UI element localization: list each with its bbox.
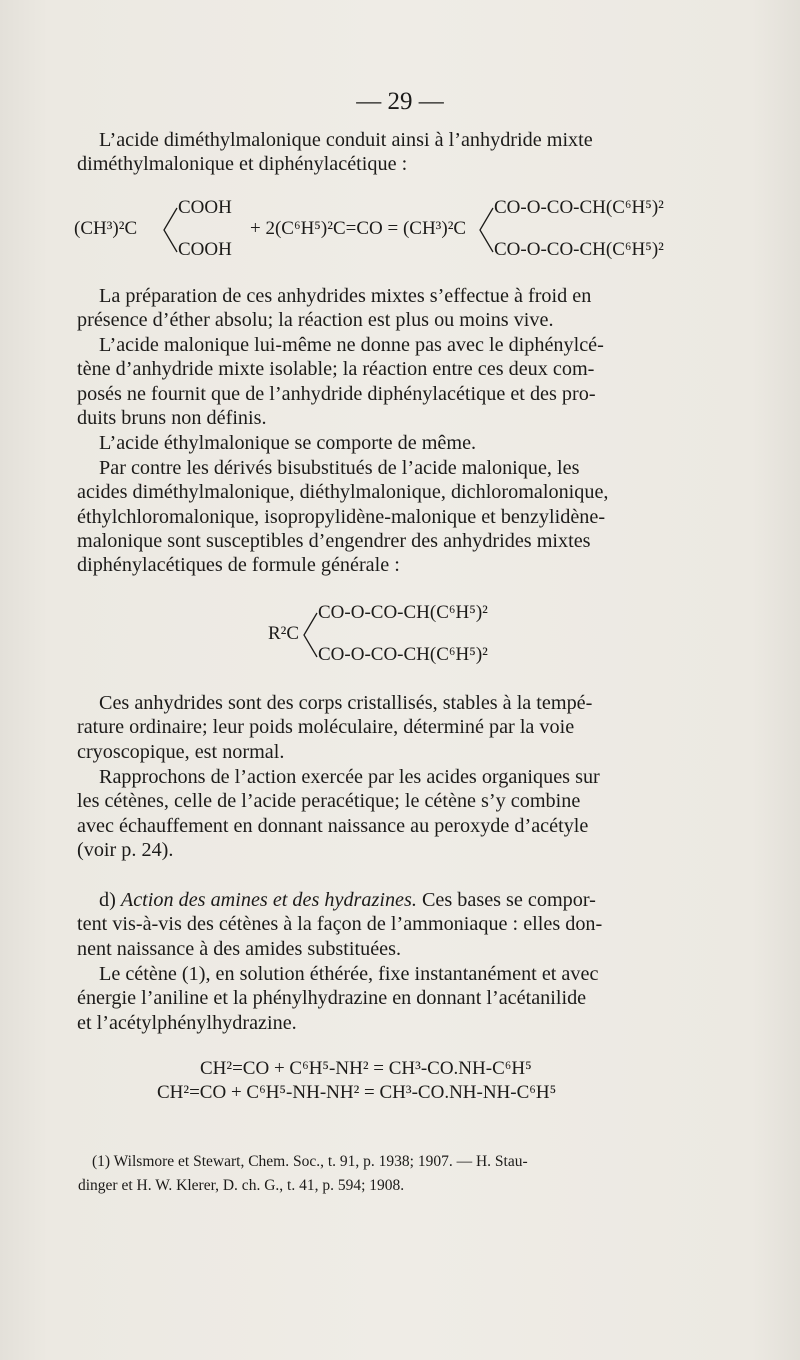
section-title: Action des amines et des hydrazines. (120, 889, 417, 911)
text-line: présence d’éther absolu; la réaction est plus ou moins vive. (77, 309, 554, 332)
paragraph-intro (77, 128, 675, 177)
paragraph-par-contre (77, 456, 675, 577)
text-line: nent naissance à des amides substituées. (77, 937, 402, 960)
equation-aniline: CH²=CO + C⁶H⁵-NH² = CH³-CO.NH-C⁶H⁵ (200, 1058, 532, 1079)
text-line: Par contre les dérivés bisubstitués de l’acide malonique, les (99, 457, 580, 479)
formula2-bottom: CO-O-CO-CH(C⁶H⁵)² (318, 644, 488, 665)
section-label: d) (99, 889, 116, 911)
text-line: Rapprochons de l’action exercée par les acides organiques sur (99, 766, 600, 788)
formula2-top: CO-O-CO-CH(C⁶H⁵)² (318, 602, 488, 623)
text-line: éthylchloromalonique, isopropylidène-malonique et benzylidène- (77, 505, 606, 528)
formula-left-group: (CH³)²C (74, 218, 138, 239)
formula-right-top: CO-O-CO-CH(C⁶H⁵)² (494, 197, 664, 218)
equation-phenylhydrazine: CH²=CO + C⁶H⁵-NH-NH² = CH³-CO.NH-NH-C⁶H⁵ (157, 1082, 557, 1103)
text-line: les cétènes, celle de l’acide peracétique; le cétène s’y combine (77, 790, 581, 813)
bracket-right (478, 204, 494, 256)
bracket-left (162, 204, 178, 256)
section-d-amines (77, 888, 675, 961)
text-line: Le cétène (1), en solution éthérée, fixe instantanément et avec (99, 963, 599, 985)
text-line: tène d’anhydride mixte isolable; la réaction entre ces deux com- (77, 358, 595, 381)
bracket-general (302, 609, 318, 661)
formula-right-bottom: CO-O-CO-CH(C⁶H⁵)² (494, 239, 664, 260)
text-line: diphénylacétiques de formule générale : (77, 554, 400, 577)
paragraph-rapprochons (77, 765, 675, 862)
text-line: et l’acétylphénylhydrazine. (77, 1011, 297, 1034)
paragraph-cetene (77, 962, 675, 1035)
footnote (78, 1150, 682, 1198)
cooh-top: COOH (178, 197, 232, 218)
text-line: L’acide malonique lui-même ne donne pas avec le diphénylcé- (99, 334, 604, 356)
text-line: (voir p. 24). (77, 838, 174, 861)
footnote-line: (1) Wilsmore et Stewart, Chem. Soc., t. 91, p. 1938; 1907. — H. Stau- (92, 1153, 528, 1170)
formula-dimethylmalonique (74, 198, 694, 268)
text-line: La préparation de ces anhydrides mixtes s’effectue à froid en (99, 285, 592, 307)
text-line: L’acide éthylmalonique se comporte de même. (99, 432, 477, 454)
section-heading-line (77, 888, 675, 912)
text-line: tent vis-à-vis des cétènes à la façon de l’ammoniaque : elles don- (77, 913, 603, 936)
text-line: acides diméthylmalonique, diéthylmalonique, dichloromalonique, (77, 481, 609, 504)
formula2-left: R²C (268, 623, 300, 644)
cooh-bottom: COOH (178, 239, 232, 260)
text-line: Ces bases se compor- (416, 889, 596, 911)
text-line: Ces anhydrides sont des corps cristallisés, stables à la tempé- (99, 692, 593, 714)
text-line: L’acide diméthylmalonique conduit ainsi à l’anhydride mixte (99, 129, 593, 151)
footnote-line: dinger et H. W. Klerer, D. ch. G., t. 41, p. 594; 1908. (78, 1177, 405, 1194)
paragraph-ethylmalonique (77, 431, 675, 455)
text-line: rature ordinaire; leur poids moléculaire, déterminé par la voie (77, 716, 575, 739)
text-line: duits bruns non définis. (77, 406, 267, 429)
text-line: posés ne fournit que de l’anhydride diphénylacétique et des pro- (77, 382, 596, 405)
formula-general (268, 603, 568, 673)
paragraph-preparation (77, 284, 675, 333)
text-line: malonique sont susceptibles d’engendrer des anhydrides mixtes (77, 529, 591, 552)
text-line: énergie l’aniline et la phénylhydrazine en donnant l’acétanilide (77, 987, 587, 1010)
formula-middle: + 2(C⁶H⁵)²C=CO = (CH³)²C (250, 218, 467, 239)
paragraph-malonique (77, 333, 675, 430)
text-line: avec échauffement en donnant naissance au peroxyde d’acétyle (77, 814, 589, 837)
text-line: diméthylmalonique et diphénylacétique : (77, 153, 408, 176)
paragraph-anhydrides (77, 691, 675, 764)
page-number: — 29 — (356, 88, 444, 115)
text-line: cryoscopique, est normal. (77, 740, 285, 763)
